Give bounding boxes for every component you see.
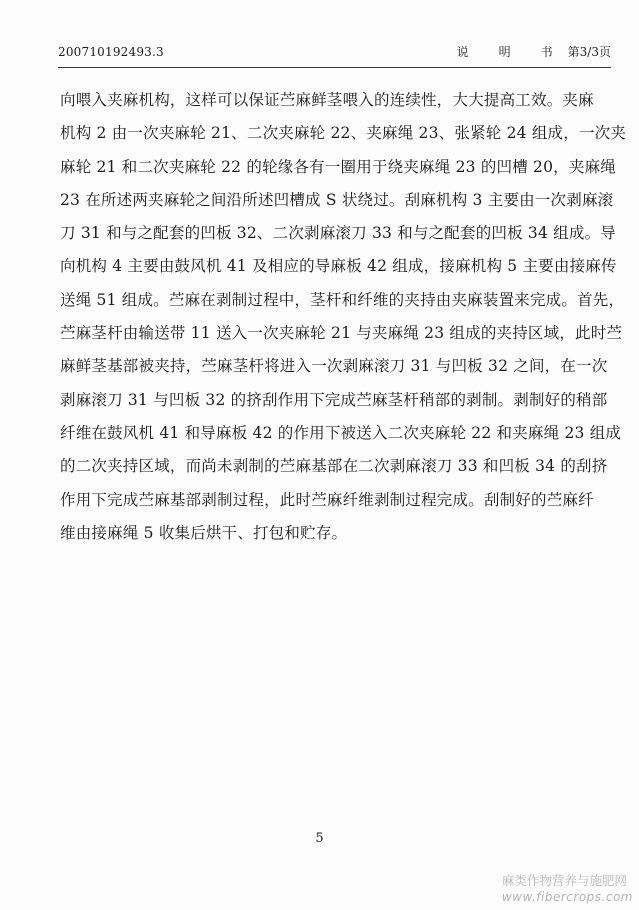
text-line: 作用下完成苎麻基部剥制过程，此时苎麻纤维剥制过程完成。刮制好的苎麻纤 bbox=[60, 490, 594, 509]
application-number: 200710192493.3 bbox=[58, 45, 164, 59]
document-type: 说 明 书 bbox=[456, 45, 562, 59]
header-right bbox=[457, 40, 611, 64]
text-line: 的二次夹持区域，而尚未剥制的苎麻基部在二次剥麻滚刀 33 和凹板 34 的刮挤 bbox=[60, 457, 608, 476]
watermark-url: www.fibercrops.com bbox=[501, 890, 633, 904]
text-line: 麻轮 21 和二次夹麻轮 22 的轮缘各有一圈用于绕夹麻绳 23 的凹槽 20，夹麻绳 bbox=[60, 157, 616, 176]
page-indicator: 第3/3页 bbox=[567, 45, 611, 59]
text-line: 向喂入夹麻机构，这样可以保证苎麻鲜茎喂入的连续性，大大提高工效。夹麻 bbox=[60, 91, 594, 109]
watermark-site-name: 麻类作物营养与施肥网 bbox=[501, 873, 627, 888]
text-line: 麻鲜茎基部被夹持，苎麻茎杆将进入一次剥麻滚刀 31 与凹板 32 之间，在一次 bbox=[60, 357, 608, 376]
text-line: 刀 31 和与之配套的凹板 32、二次剥麻滚刀 33 和与之配套的凹板 34 组成。导 bbox=[60, 224, 616, 243]
page-header bbox=[58, 40, 611, 64]
text-line: 机构 2 由一次夹麻轮 21、二次夹麻轮 22、夹麻绳 23、张紧轮 24 组成，一次夹 bbox=[60, 124, 627, 143]
text-line: 23 在所述两夹麻轮之间沿所述凹槽成 S 状绕过。刮麻机构 3 主要由一次剥麻滚 bbox=[60, 190, 614, 209]
text-line: 送绳 51 组成。苎麻在剥制过程中，茎杆和纤维的夹持由夹麻装置来完成。首先， bbox=[60, 290, 625, 309]
header-rule bbox=[58, 67, 611, 68]
text-line: 剥麻滚刀 31 与凹板 32 的挤刮作用下完成苎麻茎杆稍部的剥制。剥制好的稍部 bbox=[60, 390, 608, 409]
text-line: 向机构 4 主要由鼓风机 41 及相应的导麻板 42 组成，接麻机构 5 主要由接麻传 bbox=[60, 257, 617, 276]
text-line: 苎麻茎杆由输送带 11 送入一次夹麻轮 21 与夹麻绳 23 组成的夹持区域，此时苎 bbox=[60, 324, 623, 343]
text-line: 纤维在鼓风机 41 和导麻板 42 的作用下被送入二次夹麻轮 22 和夹麻绳 23 组成 bbox=[60, 423, 622, 442]
site-watermark bbox=[502, 873, 633, 905]
text-line: 维由接麻绳 5 收集后烘干、打包和贮存。 bbox=[60, 523, 348, 542]
body-text bbox=[60, 84, 627, 550]
page-number: 5 bbox=[315, 831, 324, 846]
